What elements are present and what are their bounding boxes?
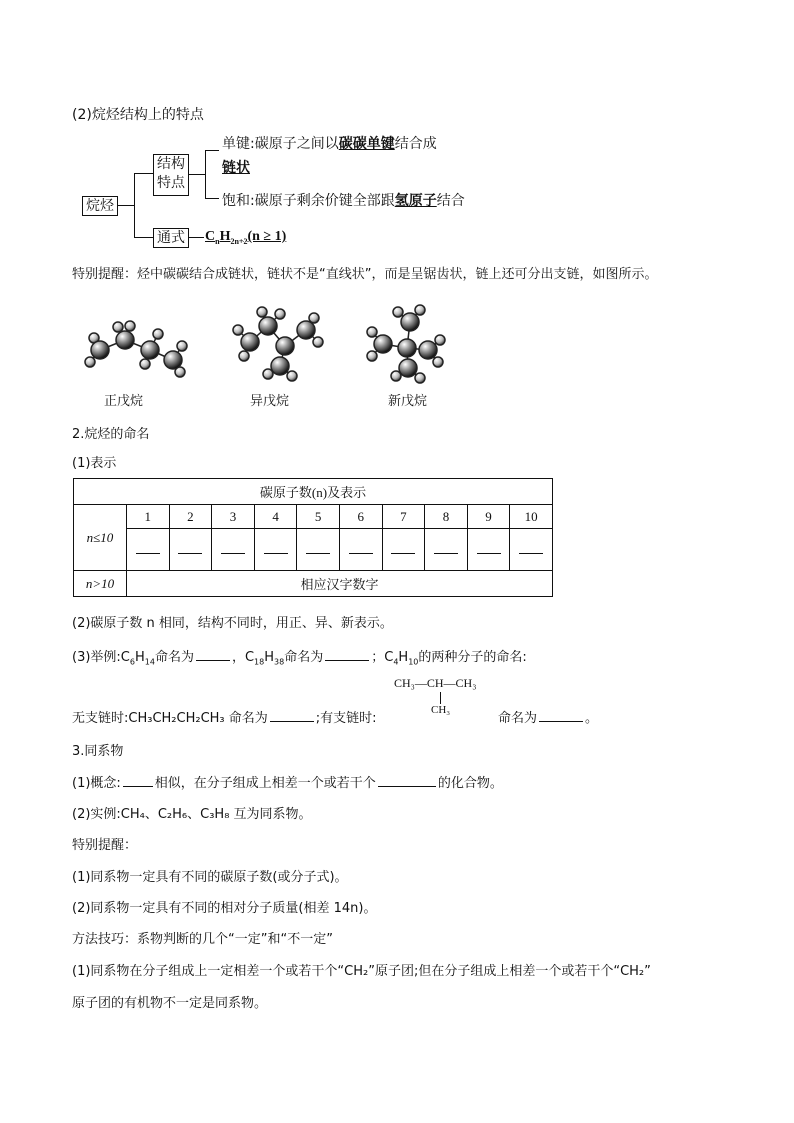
saturated-text: 饱和:碳原子剩余价键全部跟氢原子结合: [222, 193, 465, 209]
bracket-line: [188, 237, 204, 238]
table-number: 8: [425, 505, 468, 529]
bracket-line: [205, 150, 206, 198]
carbon-count-table: [73, 478, 553, 597]
table-number: 2: [169, 505, 212, 529]
n-pentane-model: [85, 321, 187, 377]
isobutane-structure-bottom: CH₃: [431, 704, 451, 716]
nobranch-line: 无支链时:CH₃CH₂CH₂CH₃ 命名为 ;有支链时:: [72, 711, 377, 726]
naming-rule: (2)碳原子数 n 相同，结构不同时，用正、异、新表示。: [72, 616, 393, 631]
bracket-line: [205, 198, 219, 199]
branch-bond: [440, 692, 441, 704]
molecule-models: [70, 300, 470, 386]
section3-heading: 3.同系物: [72, 744, 124, 759]
bracket-line: [134, 173, 153, 174]
answer-blank: [212, 529, 255, 571]
tip2-heading: 特别提醒：: [72, 838, 138, 853]
answer-blank: [467, 529, 510, 571]
bracket-line: [134, 173, 135, 237]
tip-zigzag: 特别提醒：烃中碳碳结合成链状，链状不是“直线状”，而是呈锯齿状，链上还可分出支链，如图所示。: [72, 267, 658, 282]
method-item: (1)同系物在分子组成上一定相差一个或若干个“CH₂”原子团;但在分子组成上相差一个或若干个“CH₂”: [72, 964, 651, 979]
bracket-line: [205, 150, 219, 151]
table-title: 碳原子数(n)及表示: [74, 479, 553, 505]
row-label: n≤10: [74, 505, 127, 571]
table-number: 5: [297, 505, 340, 529]
label-isopentane: 异戊烷: [250, 394, 290, 409]
example-homologs: (2)实例:CH₄、C₂H₆、C₃H₈ 互为同系物。: [72, 807, 312, 822]
concept-line: (1)概念: 相似，在分子组成上相差一个或若干个 的化合物。: [72, 776, 503, 791]
example-line: (3)举例$:C_6H_{14}$命名为 ，$C_{18}H_{38}$命名为 ；$C_4H_{10}$的两种分子的命名:: [72, 650, 527, 667]
bracket-line: [188, 174, 205, 175]
neopentane-model: [367, 305, 445, 383]
tip2-item: (2)同系物一定具有不同的相对分子质量(相差 14n)。: [72, 901, 377, 916]
single-bond-text: 单键:碳原子之间以碳碳单键结合成: [222, 136, 437, 152]
tip2-item: (1)同系物一定具有不同的碳原子数(或分子式)。: [72, 870, 348, 885]
branch-named: 命名为 。: [498, 711, 599, 726]
isopentane-model: [233, 307, 323, 381]
table-number: 3: [212, 505, 255, 529]
answer-blank: [339, 529, 382, 571]
chain-text: 链状: [222, 160, 250, 176]
isobutane-structure-top: CH₃—CH—CH₃: [394, 676, 477, 690]
answer-blank: [382, 529, 425, 571]
row-label: n>10: [74, 571, 127, 597]
answer-blank: [127, 529, 170, 571]
table-cell: 相应汉字数字: [127, 571, 553, 597]
table-number: 7: [382, 505, 425, 529]
general-formula: $C_nH_{2n+2}(n \ge 1)$: [205, 229, 287, 246]
section2-subheading: (1)表示: [72, 456, 117, 471]
answer-blank: [297, 529, 340, 571]
table-number: 6: [339, 505, 382, 529]
answer-blank: [254, 529, 297, 571]
structure-box: 结构 特点: [153, 154, 189, 196]
label-n-pentane: 正戊烷: [104, 394, 144, 409]
table-number: 4: [254, 505, 297, 529]
table-number: 9: [467, 505, 510, 529]
method-heading: 方法技巧：系物判断的几个“一定”和“不一定”: [72, 932, 333, 947]
label-neopentane: 新戊烷: [388, 394, 428, 409]
section2-heading: 2.烷烃的命名: [72, 427, 150, 442]
formula-box: 通式: [153, 228, 189, 248]
table-number: 10: [510, 505, 553, 529]
answer-blank: [169, 529, 212, 571]
alkane-box: 烷烃: [82, 196, 118, 216]
bracket-line: [117, 205, 134, 206]
answer-blank: [510, 529, 553, 571]
table-number: 1: [127, 505, 170, 529]
structure-heading: (2)烷烃结构上的特点: [72, 107, 204, 123]
method-item-cont: 原子团的有机物不一定是同系物。: [72, 996, 268, 1011]
bracket-line: [134, 237, 153, 238]
answer-blank: [425, 529, 468, 571]
